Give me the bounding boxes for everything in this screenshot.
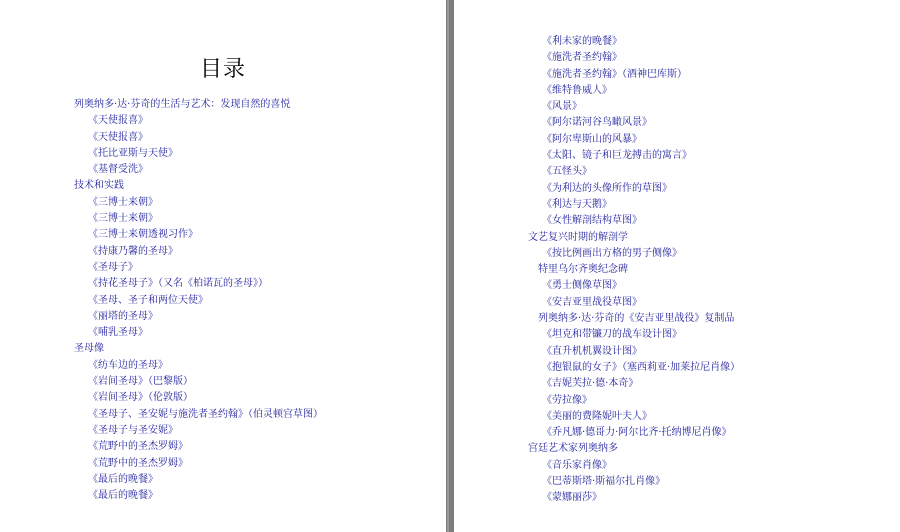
toc-entry[interactable]: 《三博士来朝透视习作》 [88, 229, 198, 241]
toc-entry[interactable]: 《纺车边的圣母》 [88, 359, 168, 371]
toc-entry[interactable]: 《音乐家肖像》 [542, 459, 612, 471]
toc-entry[interactable]: 《阿尔诺河谷鸟瞰风景》 [542, 117, 652, 129]
toc-entry[interactable]: 《五怪头》 [542, 166, 592, 178]
toc-entry[interactable]: 《为利达的头像所作的草图》 [542, 182, 672, 194]
toc-entry[interactable]: 《美丽的费隆妮叶夫人》 [542, 410, 652, 422]
toc-entry[interactable]: 《三博士来朝》 [88, 213, 158, 225]
toc-entry[interactable]: 《勇士侧像草图》 [542, 280, 622, 292]
toc-entry[interactable]: 《荒野中的圣杰罗姆》 [88, 441, 188, 453]
toc-entry[interactable]: 《圣母子与圣安妮》 [88, 424, 178, 436]
toc-list-right [528, 34, 740, 507]
toc-entry[interactable]: 《抱银鼠的女子》（塞西莉亚·加莱拉尼肖像） [542, 361, 741, 373]
toc-entry[interactable]: 《乔凡娜·德哥力·阿尔比齐·托纳博尼肖像》 [542, 427, 732, 439]
toc-entry[interactable]: 《风景》 [542, 101, 582, 113]
toc-entry[interactable]: 宫廷艺术家列奥纳多 [528, 443, 618, 455]
toc-entry[interactable]: 列奥纳多·达·芬奇的《安吉亚里战役》复制品 [538, 313, 735, 325]
toc-entry[interactable]: 特里乌尔齐奥纪念碑 [538, 264, 628, 276]
toc-entry[interactable]: 《施洗者圣约翰》 [542, 52, 622, 64]
toc-entry[interactable]: 列奥纳多·达·芬奇的生活与艺术：发现自然的喜悦 [74, 99, 291, 110]
toc-entry[interactable]: 《坦克和带镰刀的战车设计图》 [542, 329, 682, 341]
toc-entry[interactable]: 《吉妮芙拉·德·本奇》 [542, 378, 639, 390]
toc-entry[interactable]: 《岩间圣母》（伦敦版） [88, 392, 193, 404]
toc-entry[interactable]: 《太阳、镜子和巨龙搏击的寓言》 [542, 150, 692, 162]
toc-entry[interactable]: 《托比亚斯与天使》 [88, 147, 178, 159]
toc-entry[interactable]: 《天使报喜》 [88, 115, 148, 127]
toc-entry[interactable]: 《圣母、圣子和两位天使》 [88, 294, 208, 306]
toc-entry[interactable]: 《直升机机翼设计图》 [542, 345, 642, 357]
page-title: 目录 [199, 57, 246, 82]
toc-entry[interactable]: 《劳拉像》 [542, 394, 592, 406]
toc-entry[interactable]: 《最后的晚餐》 [88, 473, 158, 485]
toc-entry[interactable]: 《维特鲁威人》 [542, 84, 612, 96]
toc-entry[interactable]: 《按比例画出方格的男子侧像》 [542, 247, 682, 259]
toc-entry[interactable]: 《巴蒂斯塔·斯福尔扎肖像》 [542, 476, 666, 488]
toc-list-left [74, 97, 323, 504]
toc-entry[interactable]: 《蒙娜丽莎》 [542, 492, 602, 504]
toc-entry[interactable]: 《基督受洗》 [88, 164, 148, 176]
toc-entry[interactable]: 文艺复兴时期的解剖学 [528, 231, 628, 243]
toc-entry[interactable]: 《圣母子、圣安妮与施洗者圣约翰》（伯灵顿宫草图） [88, 408, 323, 420]
toc-entry[interactable]: 《利达与天鹅》 [542, 198, 612, 210]
toc-entry[interactable]: 《女性解剖结构草图》 [542, 215, 642, 227]
toc-entry[interactable]: 《哺乳圣母》 [88, 327, 148, 339]
toc-entry[interactable]: 《施洗者圣约翰》（酒神巴库斯） [542, 68, 687, 80]
toc-entry[interactable]: 《圣母子》 [88, 261, 138, 273]
toc-entry[interactable]: 《三博士来朝》 [88, 196, 158, 208]
page-divider [446, 0, 454, 532]
toc-entry[interactable]: 《持康乃馨的圣母》 [88, 245, 178, 257]
toc-entry[interactable]: 《最后的晚餐》 [88, 490, 158, 502]
toc-entry[interactable]: 《安吉亚里战役草图》 [542, 296, 642, 308]
toc-entry[interactable]: 《阿尔卑斯山的风暴》 [542, 133, 642, 145]
toc-entry[interactable]: 《荒野中的圣杰罗姆》 [88, 457, 188, 469]
toc-entry[interactable]: 《利未家的晚餐》 [542, 36, 622, 47]
toc-entry[interactable]: 《天使报喜》 [88, 131, 148, 143]
toc-entry[interactable]: 技术和实践 [74, 180, 124, 192]
toc-entry[interactable]: 《持花圣母子》（又名《柏诺瓦的圣母》） [88, 278, 268, 290]
toc-entry[interactable]: 《岩间圣母》（巴黎版） [88, 376, 193, 388]
toc-entry[interactable]: 《丽塔的圣母》 [88, 310, 158, 322]
toc-entry[interactable]: 圣母像 [74, 343, 104, 355]
